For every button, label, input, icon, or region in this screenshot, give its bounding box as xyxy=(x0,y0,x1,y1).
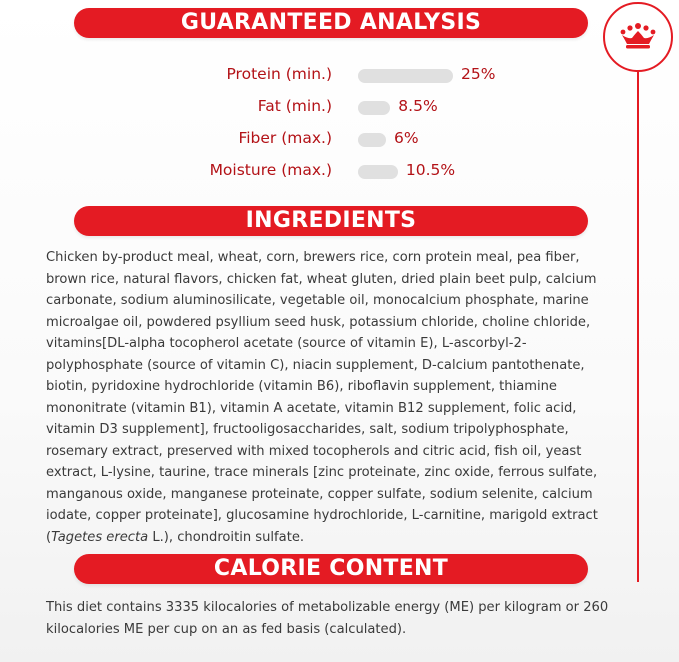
nutrient-label: Fat (min.) xyxy=(257,97,332,115)
nutrient-row-moisture xyxy=(180,158,520,190)
nutrient-bar xyxy=(358,69,453,83)
crown-icon xyxy=(617,22,659,52)
brand-badge xyxy=(603,2,673,72)
calorie-content-header: CALORIE CONTENT xyxy=(74,554,588,584)
nutrient-label: Moisture (max.) xyxy=(209,161,332,179)
nutrient-bar xyxy=(358,101,390,115)
ingredients-main: Chicken by-product meal, wheat, corn, brewers rice, corn protein meal, pea fiber, brown rice, natural flavors, chicken fat, wheat gluten, dried plain beet pulp, calcium carbonate, sodium aluminosilicate, vegetable oil, monocalcium phosphate, marine microalgae oil, powdered psyllium seed husk, potassium chloride, choline chloride, vitamins[DL-alpha tocopherol acetate (source of vitamin E), L-ascorbyl-2-polyphosphate (source of vitamin C), niacin supplement, D-calcium pantothenate, biotin, pyridoxine hydrochloride (vitamin B6), riboflavin supplement, thiamine mononitrate (vitamin B1), vitamin A acetate, vitamin B12 supplement, folic acid, vitamin D3 supplement], fructooligosaccharides, salt, sodium tripolyphosphate, rosemary extract, preserved with mixed tocopherols and citric acid, fish oil, yeast extract, L-lysine, taurine, trace minerals [zinc proteinate, zinc oxide, ferrous sulfate, manganous oxide, manganese proteinate, copper sulfate, sodium selenite, calcium iodate, copper proteinate], glucosamine hydrochloride, L-carnitine, marigold extract ( xyxy=(46,250,598,545)
nutrient-label: Protein (min.) xyxy=(226,65,332,83)
nutrient-row-protein xyxy=(180,62,520,94)
nutrient-bar xyxy=(358,165,398,179)
nutrient-row-fiber xyxy=(180,126,520,158)
decorative-vertical-line xyxy=(637,72,639,582)
nutrient-label: Fiber (max.) xyxy=(238,129,332,147)
nutrient-row-fat xyxy=(180,94,520,126)
nutrient-value: 8.5% xyxy=(398,97,438,115)
ingredients-italic: Tagetes erecta xyxy=(51,529,149,545)
guaranteed-analysis-header: GUARANTEED ANALYSIS xyxy=(74,8,588,38)
nutrient-table xyxy=(180,62,520,190)
nutrient-bar xyxy=(358,133,386,147)
nutrient-value: 6% xyxy=(394,129,419,147)
nutrient-value: 10.5% xyxy=(405,161,456,179)
ingredients-header: INGREDIENTS xyxy=(74,206,588,236)
calorie-text: This diet contains 3335 kilocalories of metabolizable energy (ME) per kilogram or 260 kilocalories ME per cup on an as fed basis (calculated). xyxy=(46,600,609,637)
ingredients-text xyxy=(46,247,606,548)
nutrient-value: 25% xyxy=(461,65,496,83)
ingredients-end: L.), chondroitin sulfate. xyxy=(148,529,305,545)
